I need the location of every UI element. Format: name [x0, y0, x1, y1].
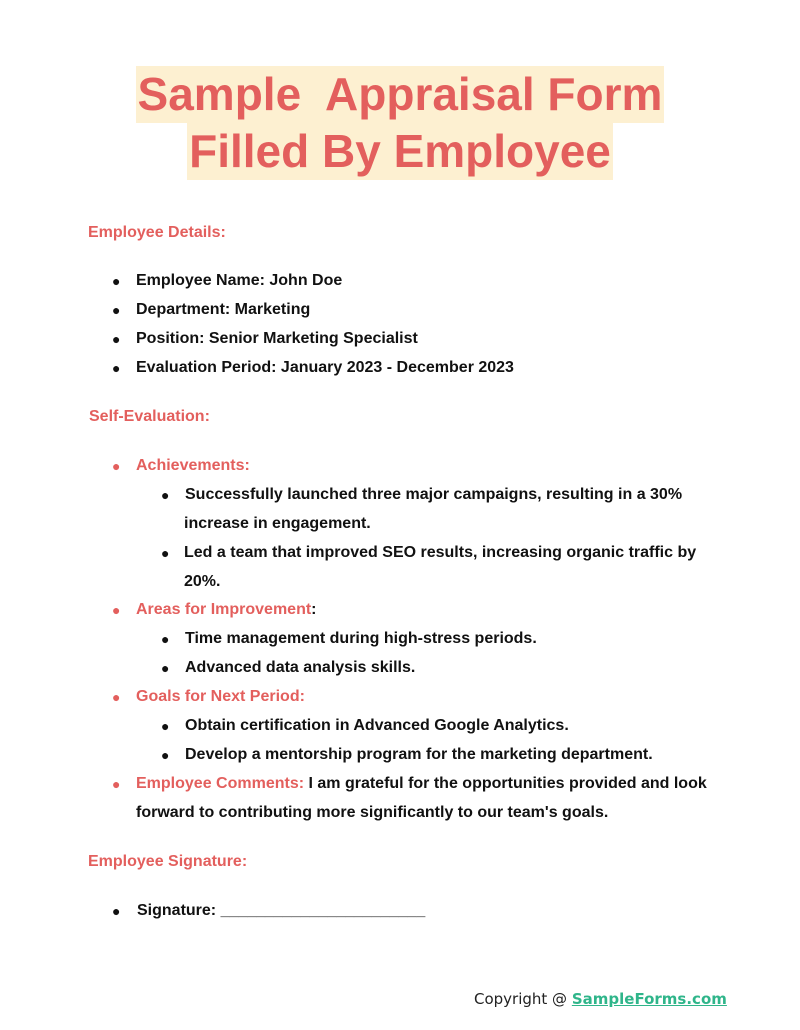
goal-item-1: Obtain certification in Advanced Google Analytics.	[185, 717, 569, 734]
improvement-item-1: Time management during high-stress periods.	[185, 630, 537, 647]
bullet-icon: ●	[161, 660, 170, 676]
employee-comments-line-1	[136, 775, 707, 793]
sampleforms-link[interactable]: SampleForms.com	[571, 990, 727, 1008]
improvement-item-2: Advanced data analysis skills.	[185, 659, 416, 676]
bullet-icon: ●	[112, 458, 121, 474]
comments-label: Employee Comments:	[136, 775, 305, 792]
comments-text-1: I am grateful for the opportunities provided and look	[304, 775, 707, 792]
goal-item-2: Develop a mentorship program for the marketing department.	[185, 746, 653, 763]
position: Position: Senior Marketing Specialist	[136, 330, 418, 347]
evaluation-period: Evaluation Period: January 2023 - December 2023	[136, 359, 514, 376]
employee-name: Employee Name: John Doe	[136, 272, 343, 289]
goals-label: Goals for Next Period:	[136, 688, 305, 705]
employee-comments-line-2: forward to contributing more significantly to our team's goals.	[136, 804, 609, 821]
employee-signature-heading: Employee Signature:	[88, 853, 248, 870]
achievement-2-line-2: 20%.	[184, 573, 221, 590]
bullet-icon: ●	[112, 302, 121, 318]
areas-for-improvement-label	[136, 601, 317, 619]
achievement-1-line-1: Successfully launched three major campaigns, resulting in a 30%	[185, 486, 683, 503]
copyright-footer	[474, 990, 727, 1008]
bullet-icon: ●	[112, 273, 121, 289]
copyright-prefix: Copyright @	[474, 990, 572, 1008]
employee-details-heading: Employee Details:	[88, 224, 226, 241]
improvement-label-colon: :	[311, 601, 317, 618]
achievement-1-line-2: increase in engagement.	[184, 515, 371, 532]
achievements-label: Achievements:	[136, 457, 250, 474]
bullet-icon: ●	[112, 360, 121, 376]
bullet-icon: ●	[161, 718, 170, 734]
bullet-icon: ●	[161, 747, 170, 763]
bullet-icon: ●	[161, 631, 170, 647]
signature-line: Signature: _______________________	[137, 902, 426, 919]
bullet-icon: ●	[161, 545, 170, 561]
bullet-icon: ●	[112, 776, 121, 792]
title-line-2: Filled By Employee	[187, 123, 613, 180]
self-evaluation-heading: Self-Evaluation:	[89, 408, 210, 425]
bullet-icon: ●	[112, 602, 121, 618]
achievement-2-line-1: Led a team that improved SEO results, increasing organic traffic by	[184, 544, 697, 561]
department: Department: Marketing	[136, 301, 311, 318]
bullet-icon: ●	[112, 331, 121, 347]
bullet-icon: ●	[112, 903, 121, 919]
improvement-label-text: Areas for Improvement	[136, 601, 312, 618]
title-line-1: Sample Appraisal Form	[136, 66, 665, 123]
bullet-icon: ●	[161, 487, 170, 503]
bullet-icon: ●	[112, 689, 121, 705]
page-title	[0, 66, 800, 180]
